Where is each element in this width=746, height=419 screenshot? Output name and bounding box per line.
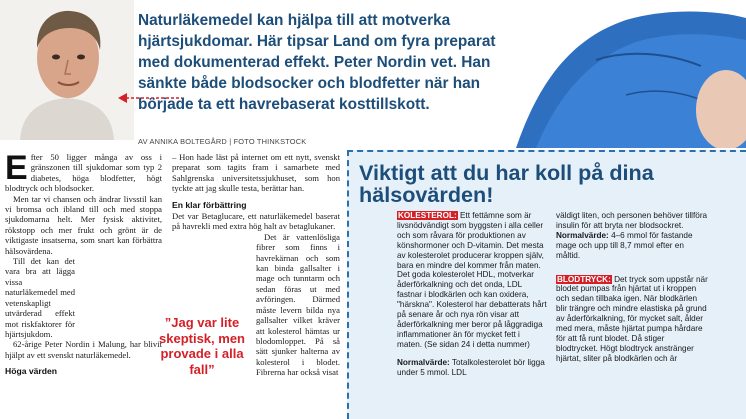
blodtryck-tag: BLODTRYCK: (557, 274, 611, 284)
blodtryck-text: Det tryck som uppstår när blodet pumpas från hjärtat ut i kroppen och sedan tillbaka igen. När blodkärlen blir trängre och mindre elastiska på grund av åderförkalkning, för mycket salt, ålder med mera, måste hjärtat pumpa hårdare för att få runt blodet. Då stiger blodtrycket. Högt blodtryck anstränger hjärtat, sliter på blodkärlen och är (556, 274, 708, 363)
article-col2-paragraph-3: Det är vattenlösliga fibrer som finns i havrekärnan och som kan binda gallsalter i mage och tunntarm och sedan föras ut med avföringen. Därmed måste levern bilda nya gallsalter vilket kräver att kolesterol hämtas ur blodomloppet. På så sätt sjunker halterna av kolesterol i blodet. Fibrerna har också visat (256, 231, 340, 378)
blodsocker-normal-paragraph (556, 231, 708, 261)
kolesterol-tag: KOLESTEROL: (398, 211, 457, 220)
blodsocker-continued: väldigt liten, och personen behöver tillföra insulin för att bryta ner blodsockret. (556, 211, 708, 230)
intro-text-end: vet. Han sänkte både blodsocker och blodfetter när han började ta ett havrebaserat kosttillskott. (138, 54, 491, 113)
blodtryck-paragraph (556, 275, 708, 364)
kolesterol-normal-paragraph (397, 358, 547, 378)
subhead-en-klar-forbattring: En klar förbättring (172, 199, 247, 210)
article-paragraph-2: Men tar vi chansen och ändrar livsstil kan vi bromsa och ibland till och med stoppa sjukdomarna helt. Mer fysisk aktivitet, rökstopp och mer frukt och grönt är de viktigaste insatserna, som snart kan förbättra hälsovärdena. (5, 193, 162, 256)
article-paragraph-3: Till det kan det vara bra att lägga vissa naturläkemedel med vetenskapligt utvärderad effekt mot riskfaktorer för hjärtsjukdom. (5, 256, 75, 339)
kolesterol-normal-label: Normalvärde: (397, 357, 450, 367)
subhead-hoga-varden: Höga värden (5, 366, 58, 377)
blodsocker-normal-label: Normalvärde: (556, 230, 609, 240)
kolesterol-text: Ett fettämne som är livsnödvändigt som byggsten i alla celler och som råvara för produktionen av könshormoner och D-vitamin. Det mesta av kolesterolet producerar kroppen själv, bara en mindre del kommer från maten. Det goda kolesterolet HDL, motverkar åderförkalkning och det onda, LDL fastnar i blodkärlen och kan oxidera, "härskna". Kolesterol har debatterats hårt på senare år och nya rön visar att åderförkalkning mer beror på låggradiga inflammationer än för mycket fett i maten. (Se sidan 24 i detta nummer) (397, 211, 547, 349)
fact-box-title: Viktigt att du har koll på dina hälsovärden! (359, 160, 654, 207)
article-col2-paragraph-2: Det var Betaglucare, ett naturläkemedel baserat på havrekli med extra hög halt av betaglukaner. (172, 211, 340, 232)
drop-cap: E (5, 149, 28, 187)
blodsocker-normal-text: 4–6 mmol för fastande mage och upp till 8,7 mmol efter en måltid. (556, 230, 693, 260)
article-col2-paragraph-1: – Hon hade läst på internet om ett nytt, svenskt preparat som tagits fram i samarbete med Sahlgrenska universitetssjukhuset, som hon tyckte att jag skulle testa, berättar han. (172, 152, 340, 194)
fact-box-column-2 (556, 211, 708, 372)
article-paragraph-4: 62-årige Peter Nordin i Malung, har blivit hjälpt av ett svenskt naturläkemedel. (5, 339, 162, 360)
pull-quote: ”Jag var lite skeptisk, men provade i alla fall” (159, 315, 245, 377)
kolesterol-normal-text: Totalkolesterolet bör ligga under 5 mmol. LDL (397, 357, 545, 377)
header-photo-background (476, 0, 746, 148)
kolesterol-paragraph (397, 211, 547, 350)
byline: AV ANNIKA BOLTEGÅRD | FOTO THINKSTOCK (138, 137, 307, 146)
intro-person-name: Peter Nordin (333, 54, 427, 71)
intro-text-start: Naturläkemedel kan hjälpa till att motverka hjärtsjukdomar. Här tipsar Land om fyra preparat med dokumenterad effekt. (138, 12, 496, 71)
fact-box-column-1 (397, 211, 547, 386)
peter-nordin-portrait (0, 0, 134, 140)
article-column-1 (5, 149, 162, 378)
fact-box (347, 150, 746, 419)
intro-paragraph (138, 10, 498, 115)
lead-text: fter 50 ligger många av oss i gränszonen till sjukdomar som typ 2 diabetes, höga blodfetter, högt blodtryck och blodsocker. (5, 152, 162, 194)
article-lead-paragraph (5, 149, 162, 194)
